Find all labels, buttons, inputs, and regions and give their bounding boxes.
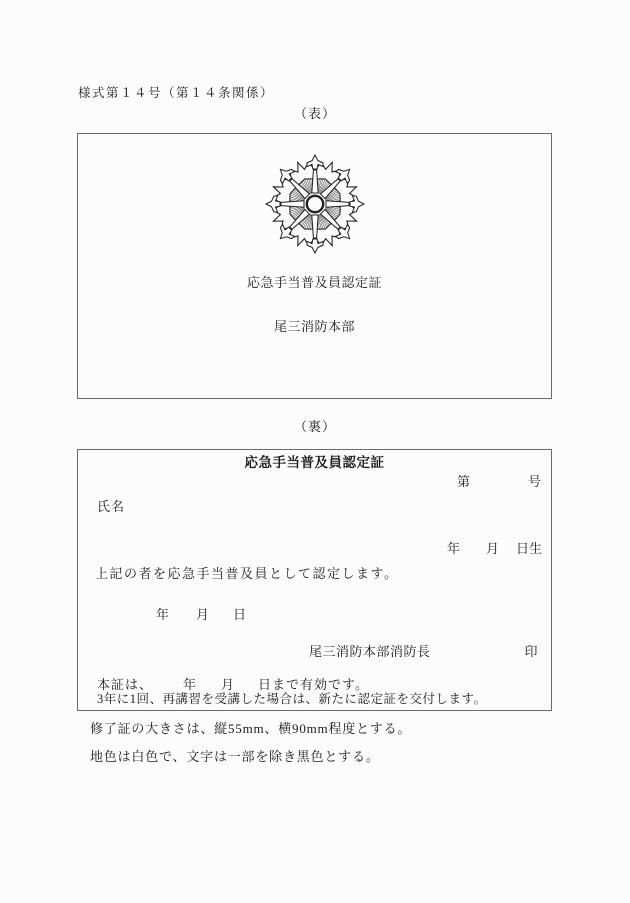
color-note: 地色は白色で、文字は一部を除き黒色とする。 <box>90 749 380 764</box>
validity-row <box>97 674 369 693</box>
birth-month-label: 月 <box>485 541 499 556</box>
validity-year-label: 年 <box>183 677 198 692</box>
seal-placeholder: 印 <box>524 644 538 659</box>
issue-month-label: 月 <box>196 607 210 622</box>
birth-date-row <box>447 538 542 557</box>
certificate-number-suffix: 号 <box>527 474 541 489</box>
renewal-note: 3年に1回、再講習を受講した場合は、新たに認定証を交付します。 <box>97 692 487 706</box>
front-card-title: 応急手当普及員認定証 <box>246 275 382 290</box>
issuer-row <box>309 641 538 660</box>
certificate-number-prefix: 第 <box>456 474 470 489</box>
back-card-title: 応急手当普及員認定証 <box>244 455 385 470</box>
birth-year-label: 年 <box>446 541 460 556</box>
issuer-title: 尾三消防本部消防長 <box>309 644 431 659</box>
certification-statement: 上記の者を応急手当普及員として認定します。 <box>95 566 399 581</box>
validity-month-label: 月 <box>221 677 236 692</box>
back-card <box>77 449 552 711</box>
issue-day-label: 日 <box>233 607 247 622</box>
size-note: 修了証の大きさは、縦55mm、横90mm程度とする。 <box>90 721 412 736</box>
back-side-label: （裏） <box>293 419 336 434</box>
validity-prefix: 本証は、 <box>97 677 154 692</box>
birth-day-label: 日生 <box>515 541 542 556</box>
front-side-label: （表） <box>293 106 336 121</box>
issue-year-label: 年 <box>156 607 170 622</box>
form-number-label: 様式第１４号（第１４条関係） <box>78 86 275 100</box>
validity-suffix: 日まで有効です。 <box>258 677 370 692</box>
name-label: 氏名 <box>97 499 126 514</box>
emblem-container <box>263 152 367 261</box>
fire-department-emblem-icon <box>263 152 367 256</box>
certificate-number-row <box>457 471 541 490</box>
front-card <box>77 133 552 399</box>
issue-date-row <box>156 604 246 623</box>
front-card-organization: 尾三消防本部 <box>273 319 355 334</box>
